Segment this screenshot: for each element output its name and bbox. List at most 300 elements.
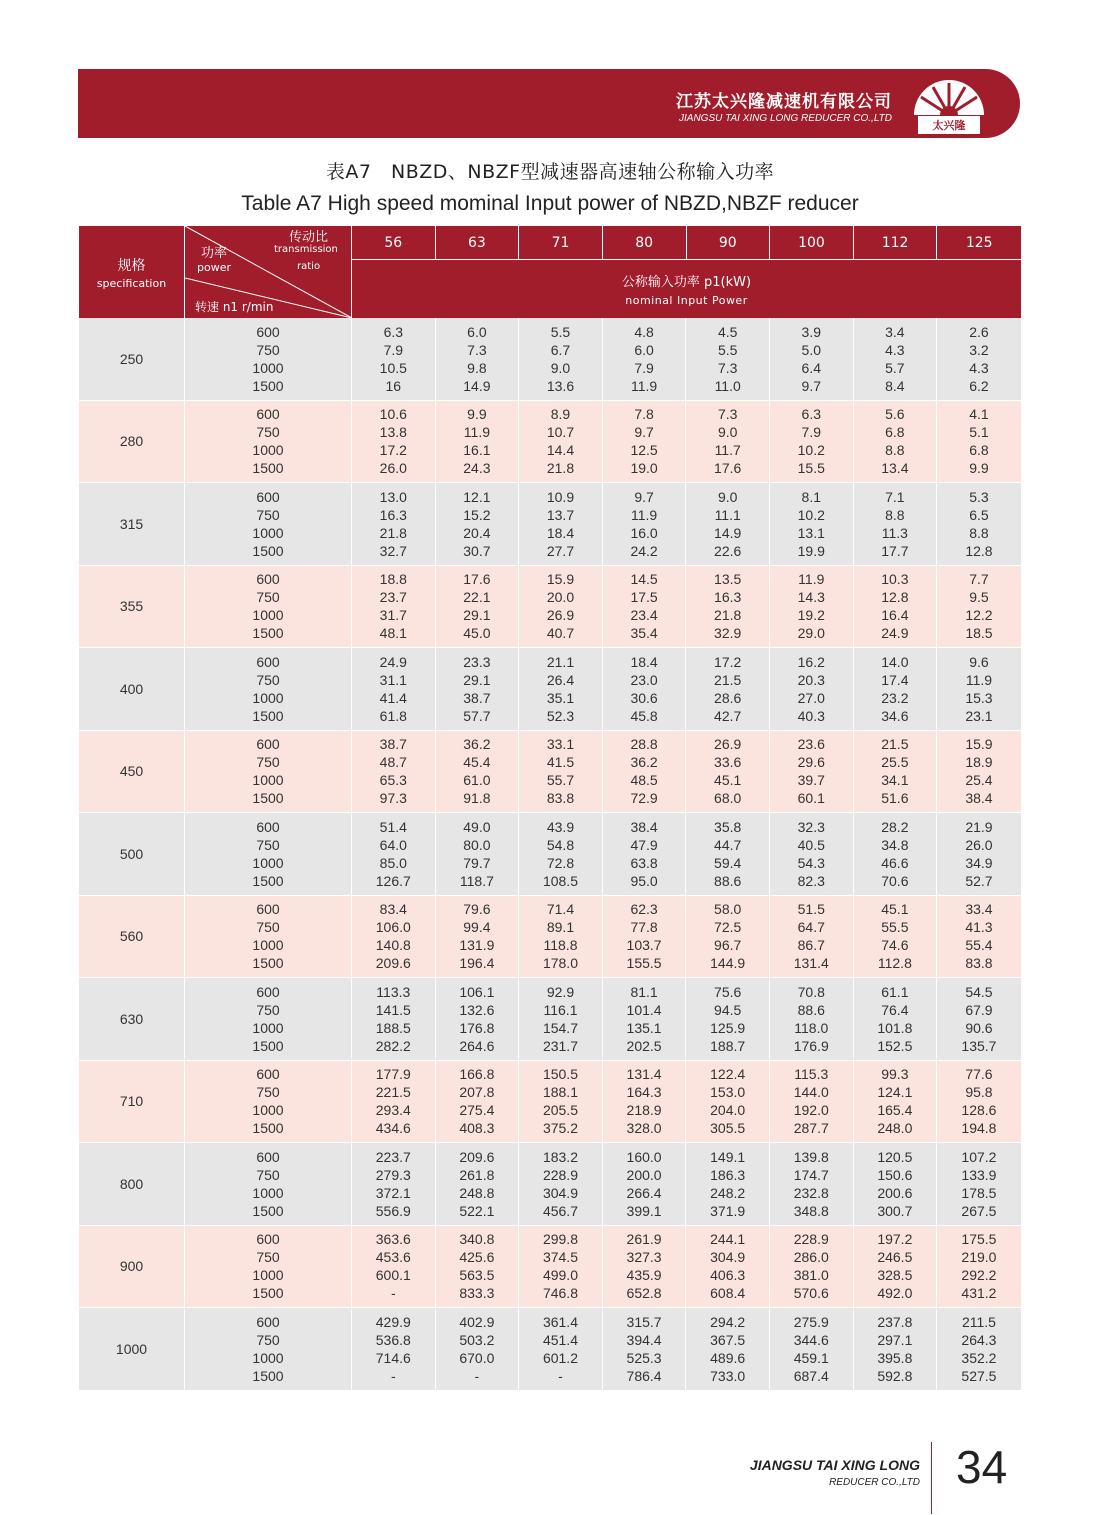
power-value: 4.3 [885, 341, 905, 358]
spec-header [79, 226, 185, 318]
power-value: 38.7 [379, 736, 407, 753]
power-value: 248.8 [459, 1184, 495, 1201]
power-value: 19.2 [797, 607, 825, 624]
power-value: 33.1 [546, 736, 575, 753]
power-cell [770, 483, 854, 565]
power-value: 178.5 [961, 1184, 997, 1201]
power-value: 17.7 [881, 542, 909, 559]
power-value: 38.4 [630, 818, 658, 835]
power-value: 714.6 [375, 1349, 411, 1366]
power-value: 340.8 [459, 1231, 495, 1248]
speed-value: 750 [256, 1249, 280, 1266]
power-value: 96.7 [714, 937, 742, 954]
power-value: 18.4 [630, 653, 658, 670]
power-value: 63.8 [630, 854, 658, 871]
power-cell [854, 731, 938, 813]
power-value: 6.2 [969, 377, 989, 394]
power-value: 40.3 [797, 707, 825, 724]
power-value: 32.7 [379, 542, 407, 559]
speed-value: 1000 [252, 1102, 284, 1119]
company-name-en: JIANGSU TAI XING LONG REDUCER CO.,LTD [679, 113, 892, 124]
power-value: 177.9 [375, 1066, 411, 1083]
power-value: 248.2 [710, 1184, 746, 1201]
power-value: 12.8 [881, 589, 909, 606]
power-value: 293.4 [375, 1102, 411, 1119]
power-value: 10.2 [797, 506, 825, 523]
power-cell [937, 1061, 1021, 1143]
speed-cell [185, 896, 352, 978]
power-value: 85.0 [379, 854, 407, 871]
power-cell [686, 1308, 770, 1390]
power-value: 30.6 [630, 689, 658, 706]
power-value: 6.5 [969, 506, 989, 523]
power-value: 124.1 [877, 1084, 913, 1101]
spec-cell: 450 [79, 731, 185, 813]
table-row [79, 978, 1021, 1061]
power-cell [770, 1226, 854, 1308]
power-value: 40.5 [797, 836, 825, 853]
power-value: 28.8 [630, 736, 658, 753]
power-value: 16.3 [379, 506, 407, 523]
power-value: 51.5 [797, 901, 825, 918]
power-value: 91.8 [463, 790, 491, 807]
power-cell [519, 1143, 603, 1225]
power-value: 304.9 [710, 1249, 746, 1266]
power-value: 74.6 [881, 937, 909, 954]
power-value: 221.5 [375, 1084, 411, 1101]
power-value: 47.9 [630, 836, 658, 853]
power-value: 367.5 [710, 1331, 746, 1348]
power-value: 79.6 [463, 901, 491, 918]
power-value: 23.0 [630, 671, 658, 688]
ratio-header-63: 63 [436, 226, 520, 260]
power-value: 608.4 [710, 1285, 746, 1302]
power-value: 194.8 [961, 1120, 997, 1137]
ratio-header-56: 56 [352, 226, 436, 260]
speed-value: 1000 [252, 854, 284, 871]
power-value: 72.8 [546, 854, 575, 871]
speed-value: 750 [256, 506, 280, 523]
power-value: 23.1 [965, 707, 993, 724]
power-value: 40.7 [546, 625, 575, 642]
power-value: 363.6 [375, 1231, 411, 1248]
power-value: 54.8 [546, 836, 575, 853]
power-cell [352, 566, 436, 648]
power-value: 38.7 [463, 689, 491, 706]
power-value: 21.5 [714, 671, 742, 688]
power-value: 164.3 [626, 1084, 662, 1101]
power-value: 12.2 [965, 607, 993, 624]
speed-value: 750 [256, 341, 280, 358]
power-value: 86.7 [797, 937, 825, 954]
power-cell [770, 896, 854, 978]
power-value: 99.4 [463, 919, 491, 936]
power-value: 328.5 [877, 1267, 913, 1284]
power-value: 106.0 [375, 919, 411, 936]
power-value: 394.4 [626, 1331, 662, 1348]
power-value: 746.8 [542, 1285, 578, 1302]
power-value: 13.6 [546, 377, 575, 394]
power-value: 13.5 [714, 571, 742, 588]
power-value: 328.0 [626, 1120, 662, 1137]
power-value: 88.6 [714, 872, 742, 889]
table-row [79, 483, 1021, 566]
power-cell [519, 648, 603, 730]
power-value: 237.8 [877, 1313, 913, 1330]
speed-cell [185, 483, 352, 565]
power-cell [770, 1308, 854, 1390]
power-cell [603, 1308, 687, 1390]
power-value: 135.1 [626, 1019, 662, 1036]
spec-cell: 250 [79, 318, 185, 400]
power-cell [352, 648, 436, 730]
power-value: 18.9 [965, 754, 993, 771]
power-value: 71.4 [546, 901, 575, 918]
power-cell [686, 566, 770, 648]
power-cell [603, 318, 687, 400]
speed-value: 1000 [252, 442, 284, 459]
speed-cell [185, 401, 352, 483]
power-value: 23.2 [881, 689, 909, 706]
power-value: 118.8 [543, 937, 578, 954]
power-value: 435.9 [626, 1267, 662, 1284]
power-value: - [474, 1367, 480, 1384]
ratio-header-125: 125 [937, 226, 1021, 260]
power-value: 16.4 [881, 607, 909, 624]
power-value: 72.9 [630, 790, 658, 807]
power-value: 13.1 [797, 524, 825, 541]
power-value: 563.5 [459, 1267, 495, 1284]
power-value: 4.3 [969, 359, 989, 376]
power-value: 125.9 [710, 1019, 746, 1036]
power-value: 21.5 [881, 736, 909, 753]
speed-value: 1500 [252, 1367, 284, 1384]
power-value: 17.6 [463, 571, 491, 588]
power-value: 264.6 [459, 1037, 495, 1054]
speed-value: 1500 [252, 707, 284, 724]
power-value: 527.5 [961, 1367, 997, 1384]
power-value: 601.2 [542, 1349, 578, 1366]
power-value: 54.5 [965, 983, 993, 1000]
power-value: 34.6 [881, 707, 909, 724]
ratio-header-71: 71 [519, 226, 603, 260]
spec-cell: 400 [79, 648, 185, 730]
power-value: 197.2 [877, 1231, 913, 1248]
power-value: 144.9 [710, 955, 746, 972]
power-value: 54.3 [797, 854, 825, 871]
power-value: 14.9 [463, 377, 491, 394]
power-value: 6.4 [801, 359, 821, 376]
power-value: 3.9 [801, 323, 821, 340]
speed-cell [185, 1061, 352, 1143]
power-value: 27.7 [546, 542, 575, 559]
speed-value: 600 [256, 1148, 280, 1165]
ratio-label-cn: 传动比 [289, 230, 329, 245]
ratio-header-90: 90 [687, 226, 771, 260]
power-value: 112.8 [877, 955, 912, 972]
power-value: 34.9 [965, 854, 993, 871]
power-value: 32.9 [714, 625, 742, 642]
speed-value: 600 [256, 736, 280, 753]
power-value: 60.1 [797, 790, 825, 807]
power-cell [937, 318, 1021, 400]
power-cell [352, 318, 436, 400]
ratio-header-100: 100 [770, 226, 854, 260]
power-value: 408.3 [459, 1120, 495, 1137]
power-value: 8.1 [801, 488, 821, 505]
power-value: 14.3 [797, 589, 825, 606]
power-cell [937, 1143, 1021, 1225]
power-value: 21.8 [379, 524, 407, 541]
power-value: - [390, 1367, 396, 1384]
power-value: 178.0 [542, 955, 578, 972]
speed-value: 750 [256, 671, 280, 688]
power-value: 36.2 [463, 736, 491, 753]
ratio-label-en1: transmission [274, 244, 338, 255]
power-cell [854, 978, 938, 1060]
power-value: 174.7 [793, 1166, 829, 1183]
power-value: 7.9 [801, 424, 821, 441]
power-value: 23.4 [630, 607, 658, 624]
power-value: 556.9 [375, 1202, 411, 1219]
power-cell [603, 648, 687, 730]
table-title-en: Table A7 High speed mominal Input power of NBZD,NBZF reducer [241, 192, 859, 215]
power-cell [854, 1308, 938, 1390]
power-cell [854, 1143, 938, 1225]
power-value: 101.4 [626, 1001, 662, 1018]
power-value: 200.0 [626, 1166, 662, 1183]
power-cell [603, 896, 687, 978]
speed-cell [185, 566, 352, 648]
power-value: 7.1 [885, 488, 905, 505]
power-value: 5.6 [885, 406, 905, 423]
power-value: 160.0 [626, 1148, 662, 1165]
power-value: 434.6 [375, 1120, 411, 1137]
power-value: 45.0 [463, 625, 491, 642]
power-value: 32.3 [797, 818, 825, 835]
power-value: 16 [385, 377, 402, 394]
power-value: 244.1 [710, 1231, 746, 1248]
power-value: 231.7 [542, 1037, 578, 1054]
power-value: 88.6 [797, 1001, 825, 1018]
page-number: 34 [956, 1441, 1008, 1493]
power-value: 76.4 [881, 1001, 909, 1018]
power-value: 61.1 [881, 983, 909, 1000]
power-value: 6.3 [801, 406, 821, 423]
power-value: 175.5 [961, 1231, 997, 1248]
power-value: 10.7 [546, 424, 575, 441]
power-cell [937, 401, 1021, 483]
power-value: 72.5 [714, 919, 742, 936]
power-cell [686, 483, 770, 565]
power-value: 115.3 [794, 1066, 829, 1083]
logo-text: 太兴隆 [932, 119, 966, 132]
power-value: 44.7 [714, 836, 742, 853]
power-value: 133.9 [961, 1166, 997, 1183]
table-row [79, 1143, 1021, 1226]
power-value: 154.7 [542, 1019, 578, 1036]
power-value: 89.1 [546, 919, 575, 936]
power-value: 15.3 [965, 689, 993, 706]
power-value: 186.3 [710, 1166, 746, 1183]
power-cell [519, 731, 603, 813]
spec-cell: 1000 [79, 1308, 185, 1390]
power-value: 51.4 [379, 818, 407, 835]
power-value: 15.9 [965, 736, 993, 753]
power-value: 67.9 [965, 1001, 993, 1018]
power-value: 279.3 [375, 1166, 411, 1183]
power-value: 35.8 [714, 818, 742, 835]
power-value: 41.4 [379, 689, 407, 706]
power-value: 453.6 [375, 1249, 411, 1266]
power-value: 8.8 [885, 442, 905, 459]
power-value: 83.8 [965, 955, 993, 972]
power-value: 16.3 [714, 589, 742, 606]
power-cell [686, 318, 770, 400]
power-value: 218.9 [626, 1102, 662, 1119]
table-row [79, 566, 1021, 649]
speed-cell [185, 1226, 352, 1308]
power-value: 28.2 [881, 818, 909, 835]
power-cell [937, 1308, 1021, 1390]
power-value: 499.0 [542, 1267, 578, 1284]
power-value: 26.0 [965, 836, 993, 853]
power-cell [519, 401, 603, 483]
ratio-label-en2: ratio [297, 261, 321, 272]
power-cell [603, 401, 687, 483]
speed-value: 1000 [252, 524, 284, 541]
power-value: 733.0 [710, 1367, 746, 1384]
power-value: 202.5 [626, 1037, 662, 1054]
power-value: 11.9 [630, 377, 658, 394]
power-value: 402.9 [459, 1313, 495, 1330]
power-value: 525.3 [626, 1349, 662, 1366]
power-value: 36.2 [630, 754, 658, 771]
power-cell [519, 1308, 603, 1390]
power-value: 83.4 [379, 901, 407, 918]
power-cell [770, 813, 854, 895]
power-value: 34.8 [881, 836, 909, 853]
power-value: 833.3 [459, 1285, 495, 1302]
power-value: 5.1 [969, 424, 989, 441]
power-value: 16.2 [797, 653, 825, 670]
power-value: 29.1 [463, 607, 491, 624]
speed-value: 600 [256, 653, 280, 670]
power-value: 7.3 [717, 406, 738, 423]
power-value: 294.2 [710, 1313, 746, 1330]
power-value: 24.9 [881, 625, 909, 642]
power-cell [937, 731, 1021, 813]
power-value: 13.8 [379, 424, 407, 441]
power-value: 12.1 [463, 488, 491, 505]
power-value: 188.5 [375, 1019, 411, 1036]
power-value: 261.8 [459, 1166, 495, 1183]
power-cell [854, 813, 938, 895]
table-body [79, 318, 1021, 1391]
power-value: 31.1 [379, 671, 407, 688]
spec-cell: 900 [79, 1226, 185, 1308]
power-cell [436, 1226, 520, 1308]
power-value: 150.6 [877, 1166, 913, 1183]
power-cell [352, 401, 436, 483]
table-row [79, 731, 1021, 814]
power-value: 29.1 [463, 671, 491, 688]
power-value: 35.4 [630, 625, 658, 642]
power-value: 29.0 [797, 625, 825, 642]
power-value: 9.0 [717, 488, 738, 505]
footer-brand-line1: JIANGSU TAI XING LONG [749, 1457, 920, 1473]
power-cell [770, 318, 854, 400]
power-value: 24.9 [379, 653, 407, 670]
speed-value: 1000 [252, 689, 284, 706]
speed-value: 750 [256, 919, 280, 936]
power-value: 166.8 [459, 1066, 495, 1083]
power-cell [603, 813, 687, 895]
power-value: 10.6 [379, 406, 407, 423]
gear-logo-icon [908, 73, 990, 135]
power-value: 371.9 [710, 1202, 746, 1219]
power-cell [436, 896, 520, 978]
power-cell [854, 1061, 938, 1143]
power-cell [603, 1226, 687, 1308]
power-cell [686, 978, 770, 1060]
power-value: 11.1 [714, 506, 741, 523]
power-value: 9.0 [717, 424, 738, 441]
power-value: 5.5 [550, 323, 571, 340]
power-value: 652.8 [626, 1285, 662, 1302]
power-cell [436, 401, 520, 483]
power-value: 17.2 [379, 442, 407, 459]
power-value: 10.9 [546, 488, 575, 505]
power-value: 155.5 [626, 955, 662, 972]
power-value: 75.6 [714, 983, 742, 1000]
power-value: 7.9 [383, 341, 404, 358]
power-value: - [390, 1285, 396, 1302]
power-cell [352, 1143, 436, 1225]
power-value: 141.5 [375, 1001, 411, 1018]
power-value: 21.1 [546, 653, 575, 670]
power-value: 92.9 [546, 983, 575, 1000]
power-value: 300.7 [877, 1202, 913, 1219]
power-value: 7.3 [717, 359, 738, 376]
power-cell [519, 896, 603, 978]
power-cell [436, 1308, 520, 1390]
power-value: 8.8 [885, 506, 905, 523]
power-label-cn: 功率 [201, 246, 228, 261]
power-value: 17.5 [630, 589, 658, 606]
power-value: 14.5 [630, 571, 658, 588]
power-value: 9.6 [969, 653, 989, 670]
power-cell [436, 318, 520, 400]
power-value: 176.9 [793, 1037, 829, 1054]
power-value: 55.7 [546, 772, 575, 789]
power-value: 27.0 [797, 689, 825, 706]
power-value: 19.0 [630, 460, 658, 477]
power-value: 205.5 [542, 1102, 578, 1119]
power-cell [519, 483, 603, 565]
power-cell [352, 1308, 436, 1390]
power-value: 286.0 [793, 1249, 829, 1266]
speed-value: 600 [256, 323, 280, 340]
power-value: 8.8 [969, 524, 989, 541]
power-value: 70.6 [881, 872, 909, 889]
power-value: 64.7 [797, 919, 825, 936]
power-value: 58.0 [714, 901, 742, 918]
power-value: 6.0 [467, 323, 487, 340]
power-value: 219.0 [961, 1249, 997, 1266]
speed-value: 600 [256, 1066, 280, 1083]
power-value: 45.8 [630, 707, 658, 724]
